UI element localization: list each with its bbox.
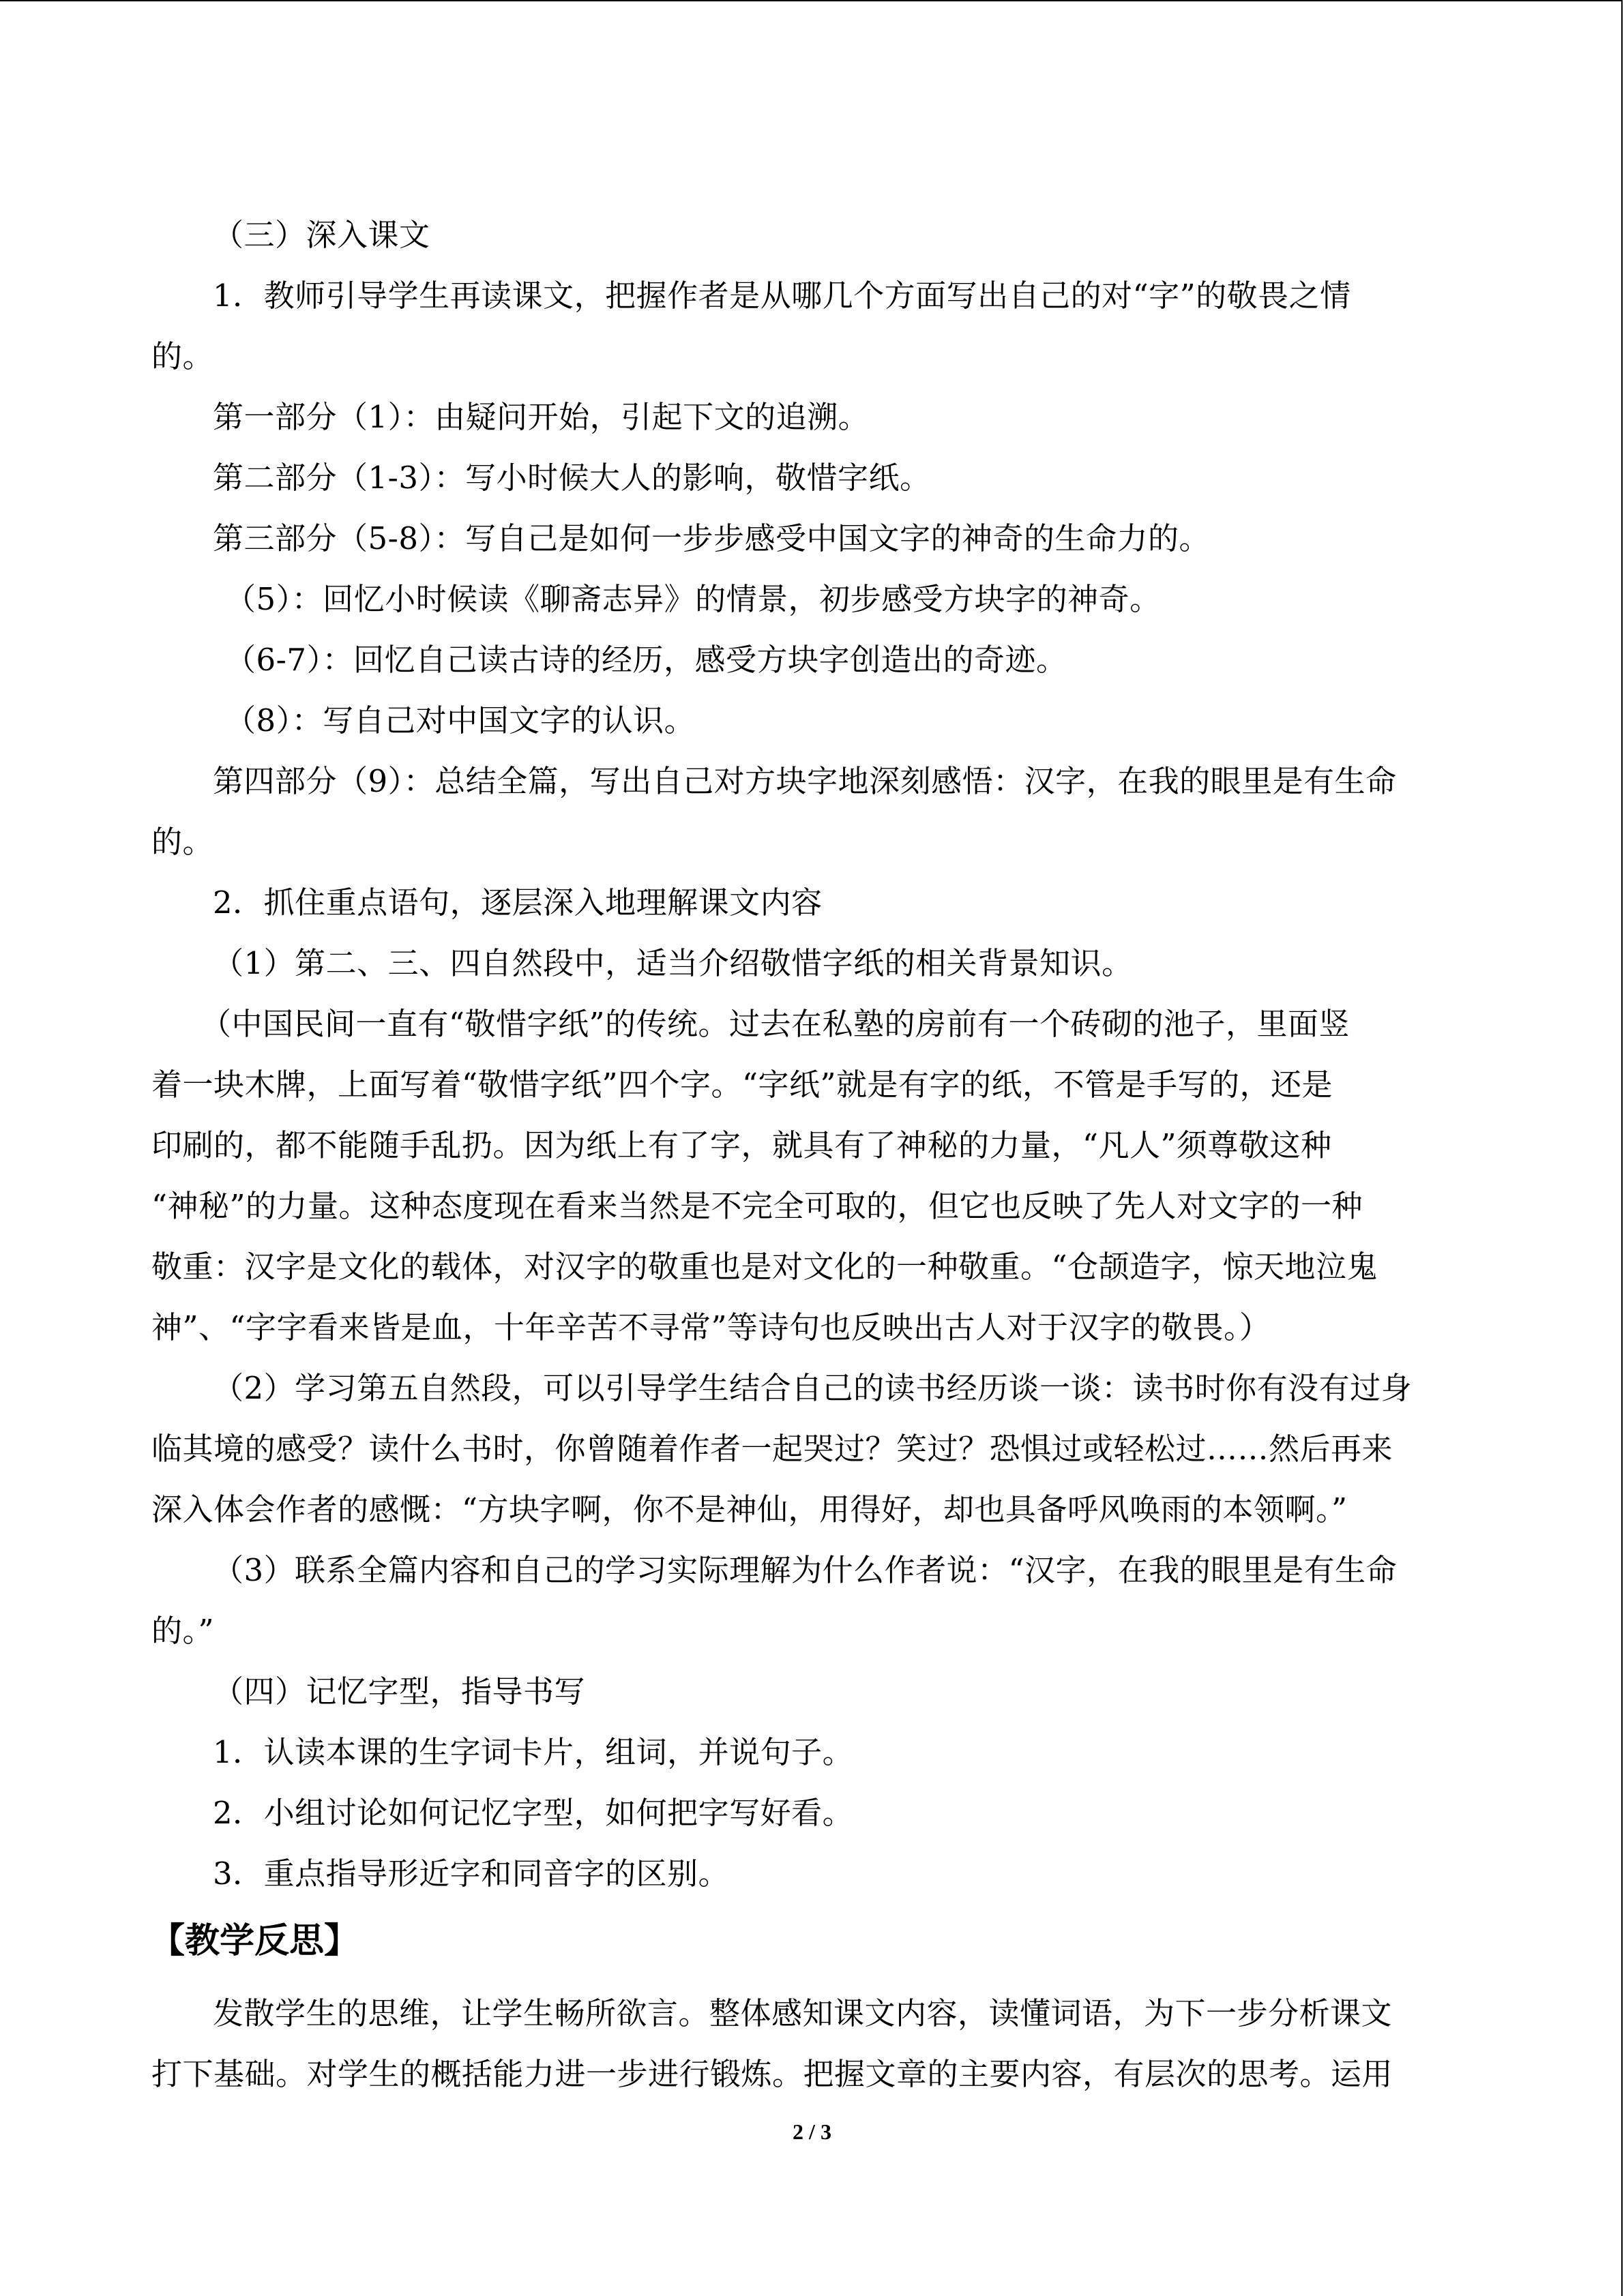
section-heading-3: （三）深入课文 (213, 217, 430, 253)
paragraph-line: 1．教师引导学生再读课文，把握作者是从哪几个方面写出自己的对“字”的敬畏之情 (213, 278, 1351, 314)
paragraph-line: 3．重点指导形近字和同音字的区别。 (213, 1855, 730, 1892)
paragraph-line: 第一部分（1）：由疑问开始，引起下文的追溯。 (213, 399, 870, 435)
paragraph-line: 深入体会作者的感慨：“方块字啊，你不是神仙，用得好，却也具备呼风唤雨的本领啊。” (151, 1491, 1348, 1527)
paragraph-line: （6-7）：回忆自己读古诗的经历，感受方块字创造出的奇迹。 (225, 642, 1067, 678)
document-body (151, 205, 1475, 2104)
paragraph-line: “神秘”的力量。这种态度现在看来当然是不完全可取的，但它也反映了先人对文字的一种 (151, 1188, 1363, 1224)
paragraph-line: （3）联系全篇内容和自己的学习实际理解为什么作者说：“汉字，在我的眼里是有生命 (213, 1552, 1398, 1588)
paragraph-line: 临其境的感受？读什么书时，你曾随着作者一起哭过？笑过？恐惧过或轻松过……然后再来 (151, 1431, 1393, 1467)
paragraph-line: 的。 (151, 338, 214, 374)
paragraph-line: 第三部分（5-8）：写自己是如何一步步感受中国文字的神奇的生命力的。 (213, 520, 1210, 556)
paragraph-line: （5）：回忆小时候读《聊斋志异》的情景，初步感受方块字的神奇。 (225, 581, 1161, 617)
paragraph-line: 1．认读本课的生字词卡片，组词，并说句子。 (213, 1734, 854, 1770)
paragraph-line: 的。 (151, 824, 214, 860)
paragraph-line: 敬重：汉字是文化的载体，对汉字的敬重也是对文化的一种敬重。“仓颉造字，惊天地泣鬼 (151, 1249, 1378, 1285)
paragraph-line: （8）：写自己对中国文字的认识。 (225, 702, 696, 739)
reflection-heading: 【教学反思】 (150, 1921, 359, 1961)
paragraph-line: 着一块木牌，上面写着“敬惜字纸”四个字。“字纸”就是有字的纸，不管是手写的，还是 (151, 1067, 1333, 1103)
paragraph-line: 第二部分（1-3）：写小时候大人的影响，敬惜字纸。 (213, 460, 931, 496)
reflection-line: 打下基础。对学生的概括能力进一步进行锻炼。把握文章的主要内容，有层次的思考。运用 (151, 2056, 1393, 2092)
paragraph-line: 2．抓住重点语句，逐层深入地理解课文内容 (213, 884, 823, 921)
section-heading-4: （四）记忆字型，指导书写 (213, 1673, 586, 1710)
paragraph-line: 印刷的，都不能随手乱扔。因为纸上有了字，就具有了神秘的力量，“凡人”须尊敬这种 (151, 1127, 1332, 1163)
reflection-line: 发散学生的思维，让学生畅所欲言。整体感知课文内容，读懂词语，为下一步分析课文 (213, 1995, 1393, 2031)
paragraph-line: （2）学习第五自然段，可以引导学生结合自己的读书经历谈一谈：读书时你有没有过身 (213, 1370, 1413, 1406)
paragraph-line: 第四部分（9）：总结全篇，写出自己对方块字地深刻感悟：汉字，在我的眼里是有生命 (213, 763, 1397, 799)
paragraph-line: 神”、“字字看来皆是血，十年辛苦不寻常”等诗句也反映出古人对于汉字的敬畏。） (151, 1309, 1271, 1345)
page-number: 2 / 3 (793, 2119, 831, 2144)
paragraph-line: （中国民间一直有“敬惜字纸”的传统。过去在私塾的房前有一个砖砌的池子，里面竖 (201, 1006, 1350, 1042)
paragraph-line: 的。” (151, 1613, 215, 1649)
paragraph-line: （1）第二、三、四自然段中，适当介绍敬惜字纸的相关背景知识。 (213, 945, 1133, 981)
paragraph-line: 2．小组讨论如何记忆字型，如何把字写好看。 (213, 1795, 854, 1831)
